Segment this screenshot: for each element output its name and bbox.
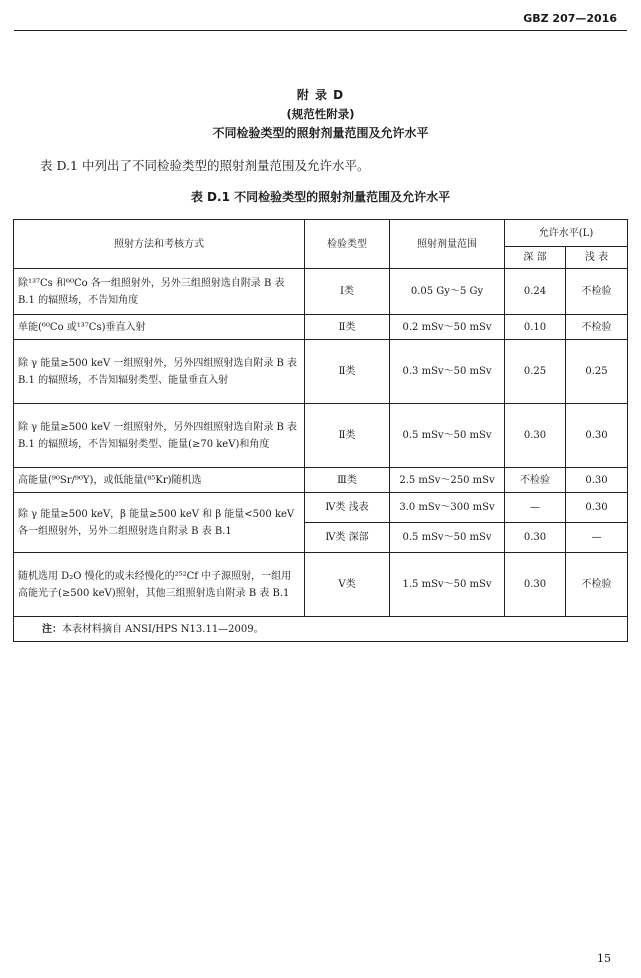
cell-shallow: 0.30 bbox=[566, 404, 628, 468]
cell-type: Ⅱ类 bbox=[305, 404, 390, 468]
cell-shallow: 不检验 bbox=[566, 553, 628, 617]
dose-table bbox=[13, 219, 628, 642]
cell-range: 3.0 mSv～300 mSv bbox=[390, 493, 505, 523]
table-caption: 表 D.1 不同检验类型的照射剂量范围及允许水平 bbox=[190, 190, 451, 204]
cell-deep: 0.30 bbox=[505, 523, 566, 553]
header-allow: 允许水平(L) bbox=[505, 220, 628, 247]
cell-shallow: 0.30 bbox=[566, 493, 628, 523]
cell-type: Ⅳ类 浅表 bbox=[305, 493, 390, 523]
cell-range: 0.3 mSv～50 mSv bbox=[390, 340, 505, 404]
appendix-heading: 不同检验类型的照射剂量范围及允许水平 bbox=[212, 126, 429, 140]
note-text: 本表材料摘自 ANSI/HPS N13.11—2009。 bbox=[62, 623, 264, 635]
table-note-row bbox=[14, 617, 628, 642]
table-row bbox=[14, 269, 628, 315]
header-rule bbox=[14, 30, 627, 31]
cell-range: 0.05 Gy～5 Gy bbox=[390, 269, 505, 315]
cell-shallow: 0.25 bbox=[566, 340, 628, 404]
note-label: 注： bbox=[42, 623, 62, 635]
cell-type: Ⅰ类 bbox=[305, 269, 390, 315]
cell-shallow: 0.30 bbox=[566, 468, 628, 493]
cell-method: 除¹³⁷Cs 和⁶⁰Co 各一组照射外，另外三组照射选自附录 B 表 B.1 的辐照场，不告知角度 bbox=[14, 269, 305, 315]
appendix-title: 附 录 D bbox=[296, 88, 345, 102]
document-code: GBZ 207—2016 bbox=[523, 12, 617, 25]
cell-range: 2.5 mSv～250 mSv bbox=[390, 468, 505, 493]
table-row bbox=[14, 315, 628, 340]
cell-type: Ⅱ类 bbox=[305, 315, 390, 340]
cell-deep: 0.24 bbox=[505, 269, 566, 315]
cell-range: 0.5 mSv～50 mSv bbox=[390, 404, 505, 468]
header-method: 照射方法和考核方式 bbox=[14, 220, 305, 269]
header-range: 照射剂量范围 bbox=[390, 220, 505, 269]
table-note bbox=[14, 617, 628, 642]
cell-type: Ⅲ类 bbox=[305, 468, 390, 493]
table-row bbox=[14, 553, 628, 617]
cell-deep: 0.30 bbox=[505, 553, 566, 617]
table-row bbox=[14, 404, 628, 468]
cell-method: 随机选用 D₂O 慢化的或未经慢化的²⁵²Cf 中子源照射，一组用高能光子(≥500 keV)照射，其他三组照射选自附录 B 表 B.1 bbox=[14, 553, 305, 617]
cell-type: Ⅱ类 bbox=[305, 340, 390, 404]
table-row bbox=[14, 468, 628, 493]
cell-method: 除 γ 能量≥500 keV 一组照射外，另外四组照射选自附录 B 表 B.1 的辐照场，不告知辐射类型、能量(≥70 keV)和角度 bbox=[14, 404, 305, 468]
cell-shallow: — bbox=[566, 523, 628, 553]
cell-range: 1.5 mSv～50 mSv bbox=[390, 553, 505, 617]
table-row bbox=[14, 493, 628, 523]
cell-type: Ⅳ类 深部 bbox=[305, 523, 390, 553]
appendix-subtitle: (规范性附录) bbox=[286, 107, 355, 121]
header-shallow: 浅 表 bbox=[566, 247, 628, 269]
cell-method: 高能量(⁹⁰Sr/⁹⁰Y)，或低能量(⁸⁵Kr)随机选 bbox=[14, 468, 305, 493]
cell-deep: 0.10 bbox=[505, 315, 566, 340]
cell-shallow: 不检验 bbox=[566, 315, 628, 340]
intro-paragraph: 表 D.1 中列出了不同检验类型的照射剂量范围及允许水平。 bbox=[40, 158, 370, 173]
header-type: 检验类型 bbox=[305, 220, 390, 269]
cell-type: Ⅴ类 bbox=[305, 553, 390, 617]
cell-range: 0.5 mSv～50 mSv bbox=[390, 523, 505, 553]
cell-deep: — bbox=[505, 493, 566, 523]
cell-method: 除 γ 能量≥500 keV，β 能量≥500 keV 和 β 能量<500 keV 各一组照射外，另外二组照射选自附录 B 表 B.1 bbox=[14, 493, 305, 553]
cell-range: 0.2 mSv～50 mSv bbox=[390, 315, 505, 340]
cell-method: 单能(⁶⁰Co 或¹³⁷Cs)垂直入射 bbox=[14, 315, 305, 340]
cell-method: 除 γ 能量≥500 keV 一组照射外，另外四组照射选自附录 B 表 B.1 的辐照场，不告知辐射类型、能量垂直入射 bbox=[14, 340, 305, 404]
cell-deep: 0.25 bbox=[505, 340, 566, 404]
header-deep: 深 部 bbox=[505, 247, 566, 269]
page-number: 15 bbox=[597, 952, 611, 965]
table-row bbox=[14, 340, 628, 404]
cell-deep: 不检验 bbox=[505, 468, 566, 493]
cell-shallow: 不检验 bbox=[566, 269, 628, 315]
cell-deep: 0.30 bbox=[505, 404, 566, 468]
